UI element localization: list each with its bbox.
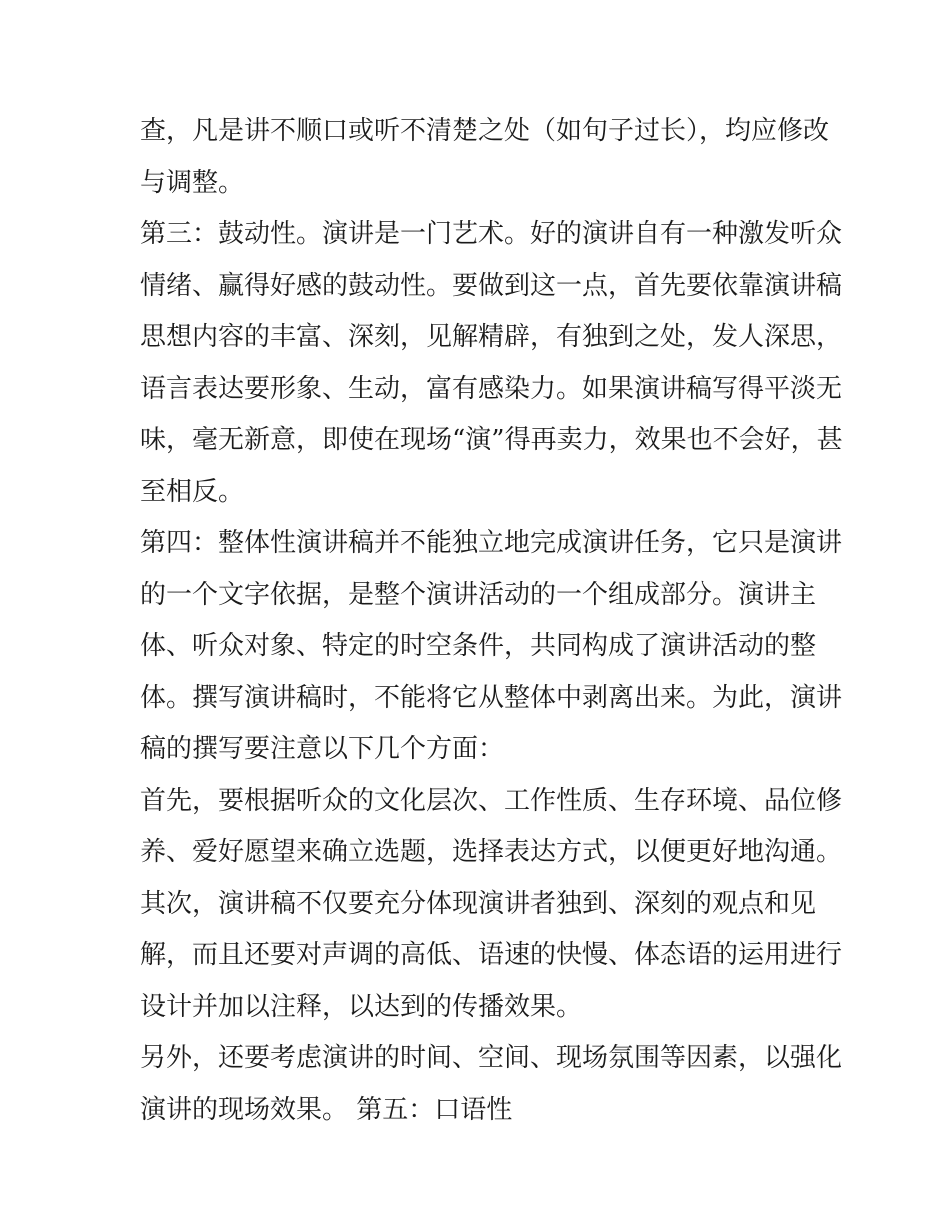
text-line: 稿的撰写要注意以下几个方面： [140, 734, 505, 764]
body-text [140, 106, 843, 1136]
text-line: 语言表达要形象、生动，富有感染力。如果演讲稿写得平淡无 [140, 373, 843, 404]
text-line: 第三：鼓动性。演讲是一门艺术。好的演讲自有一种激发听众 [140, 219, 843, 249]
text-line: 解，而且还要对声调的高低、语速的快慢、体态语的运用进行 [140, 940, 843, 970]
text-line: 情绪、赢得好感的鼓动性。要做到这一点，首先要依靠演讲稿 [140, 270, 843, 301]
text-line: 其次，演讲稿不仅要充分体现演讲者独到、深刻的观点和见 [140, 888, 817, 919]
text-line: 体、听众对象、特定的时空条件，共同构成了演讲活动的整 [140, 631, 817, 661]
text-line: 至相反。 [140, 476, 245, 507]
text-line: 的一个文字依据，是整个演讲活动的一个组成部分。演讲主 [140, 579, 817, 610]
text-line: 首先，要根据听众的文化层次、工作性质、生存环境、品位修 [140, 785, 843, 816]
text-line: 体。撰写演讲稿时，不能将它从整体中剥离出来。为此，演讲 [140, 682, 843, 713]
text-line: 味，毫无新意，即使在现场“演”得再卖力，效果也不会好，甚 [140, 425, 843, 455]
text-line: 演讲的现场效果。 第五：口语性 [140, 1094, 513, 1125]
text-line: 与调整。 [140, 167, 245, 198]
text-line: 另外，还要考虑演讲的时间、空间、现场氛围等因素，以强化 [140, 1043, 843, 1073]
text-line: 思想内容的丰富、深刻，见解精辟，有独到之处，发人深思， [140, 322, 843, 352]
text-line: 设计并加以注释，以达到的传播效果。 [140, 991, 583, 1022]
text-line: 查，凡是讲不顺口或听不清楚之处（如句子过长），均应修改 [140, 116, 830, 146]
text-line: 第四：整体性演讲稿并不能独立地完成演讲任务，它只是演讲 [140, 528, 843, 558]
text-line: 养、爱好愿望来确立选题，选择表达方式，以便更好地沟通。 [140, 837, 843, 867]
